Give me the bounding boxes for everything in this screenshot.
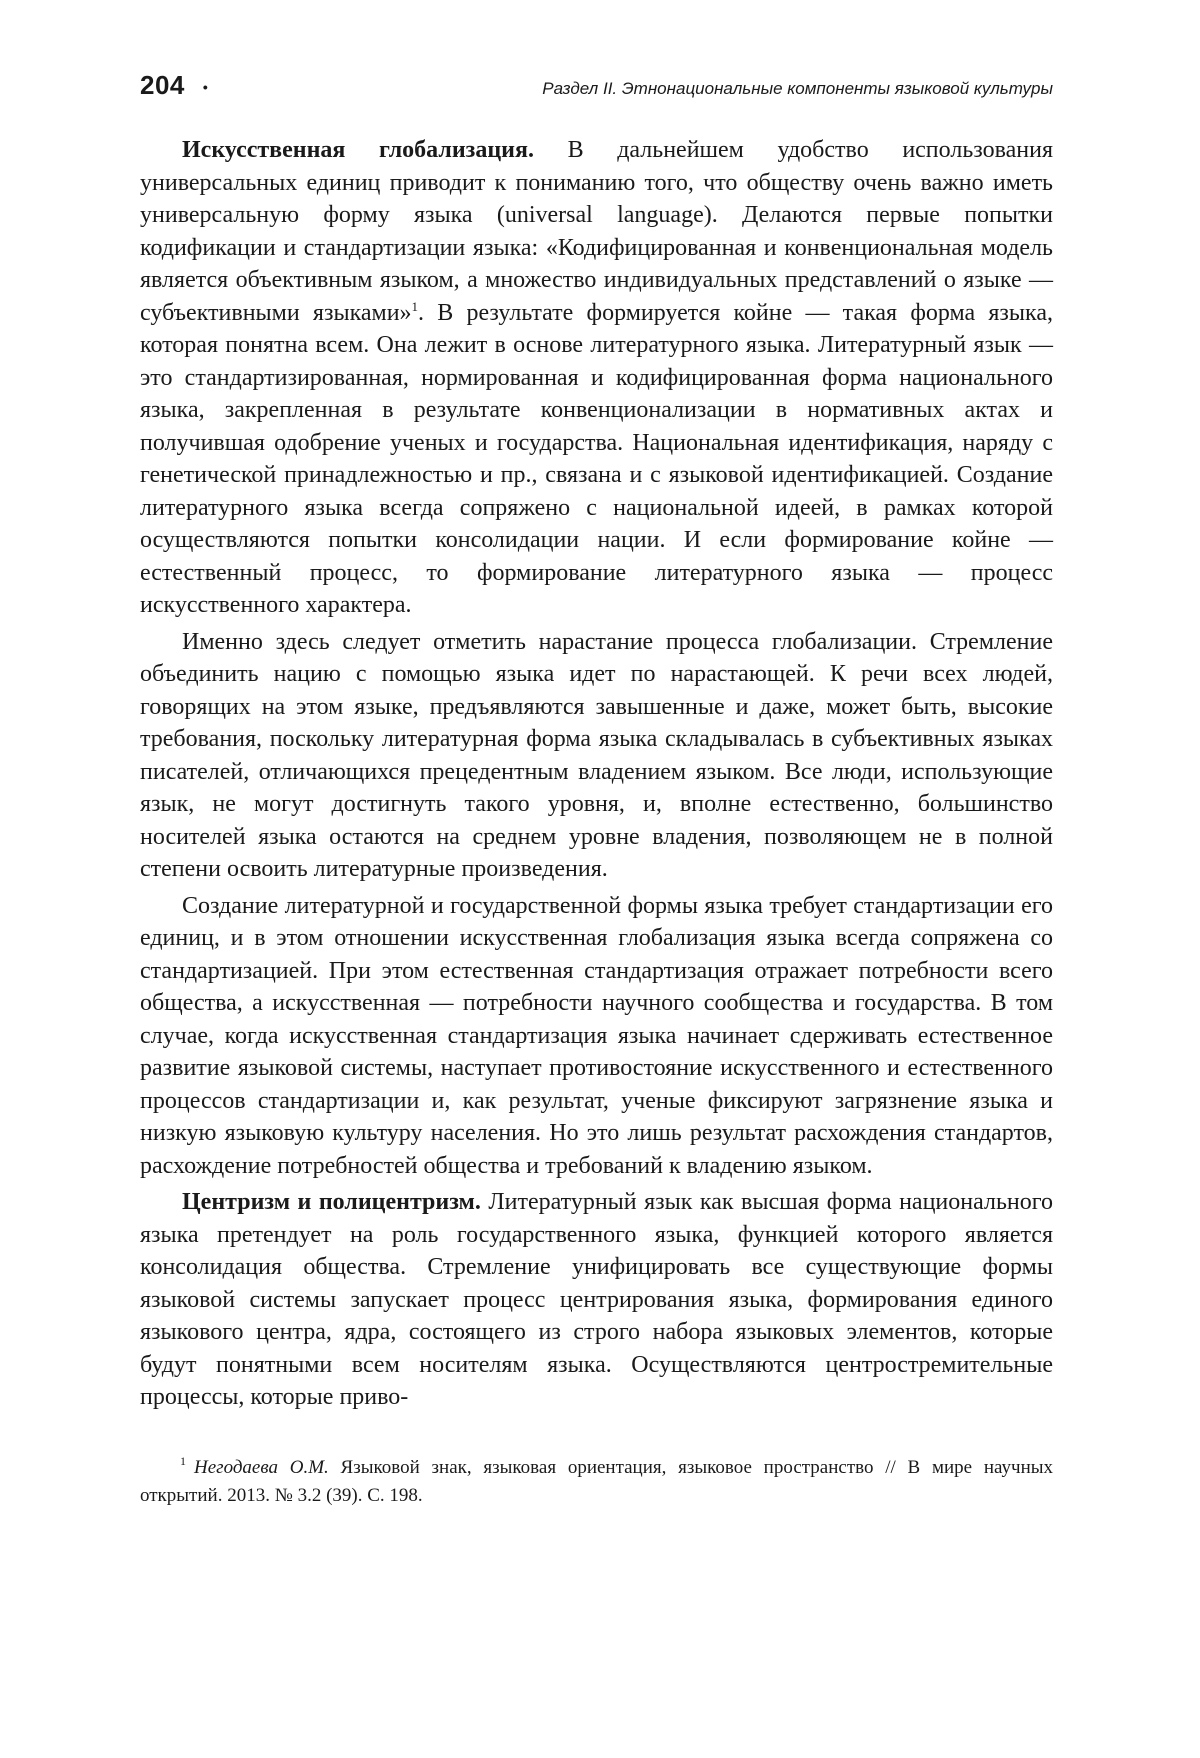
paragraph: [140, 134, 1053, 622]
section-title: Раздел II. Этнонациональные компоненты языковой культуры: [542, 79, 1053, 98]
paragraph-text: В дальнейшем удобство использования универсальных единиц приводит к пониманию того, что обществу очень важно иметь универсальную форму языка (universal language). Делаются первые попытки кодификации и стандартизации языка: «Кодифицированная и конвенциональная модель является объективным языком, а множество индивидуальных представлений о языке — субъективными языками»: [140, 137, 1053, 326]
footnote-text: Языковой знак, языковая ориентация, языковое пространство // В мире научных открытий. 2013. № 3.2 (39). С. 198.: [140, 1456, 1054, 1506]
paragraph: [140, 890, 1053, 1183]
page-number: [140, 70, 208, 101]
paragraph-tail: . В результате формируется койне — такая форма языка, которая понятна всем. Она лежит в основе литературного языка. Литературный язык — это стандартизированная, нормированная и кодифицированная форма национального языка, закрепленная в результате конвенционализации в нормативных актах и получившая одобрение ученых и государства. Национальная идентификация, наряду с генетической принадлежностью и пр., связана и с языковой идентификацией. Создание литературного языка всегда сопряжено с национальной идеей, в рамках которой осуществляются попытки консолидации нации. И если формирование койне — естественный процесс, то формирование литературного языка — процесс искусственного характера.: [140, 299, 1053, 618]
paragraph-text: Литературный язык как высшая форма национального языка претендует на роль государственного языка, функцией которого является консолидация общества. Стремление унифицировать все существующие формы языковой системы запускает процесс центрирования языка, формирования единого языкового центра, ядра, состоящего из строго набора языковых элементов, которые будут понятными всем носителям языка. Осуществляются центростремительные процессы, которые приво-: [140, 1189, 1053, 1410]
paragraph: [140, 626, 1053, 886]
running-head: [140, 70, 1053, 110]
footnote-reference[interactable]: 1: [411, 298, 419, 314]
page-number-text: 204: [140, 70, 185, 100]
document-page: [140, 70, 1053, 1510]
body-text: [140, 134, 1053, 1414]
bullet-marker-icon: •: [202, 79, 209, 96]
run-in-heading: Центризм и полицентризм.: [182, 1189, 481, 1215]
footnote-author: Негодаева О.М.: [194, 1456, 329, 1478]
paragraph-text: Создание литературной и государственной формы языка требует стандартизации его единиц, и в этом отношении искусственная глобализация языка всегда сопряжена со стандартизацией. При этом естественная стандартизация отражает потребности всего общества, а искусственная — потребности научного сообщества и государства. В том случае, когда искусственная стандартизация языка начинает сдерживать естественное развитие языковой системы, наступает противостояние искусственного и естественного процессов стандартизации и, как результат, ученые фиксируют загрязнение языка и низкую языковую культуру населения. Но это лишь результат расхождения стандартов, расхождение потребностей общества и требований к владению языком.: [140, 892, 1053, 1179]
paragraph-text: Именно здесь следует отметить нарастание процесса глобализации. Стремление объединить нацию с помощью языка идет по нарастающей. К речи всех людей, говорящих на этом языке, предъявляются завышенные и даже, может быть, высокие требования, поскольку литературная форма языка складывалась в субъективных языках писателей, отличающихся прецедентным владением языком. Все люди, использующие язык, не могут достигнуть такого уровня, и, вполне естественно, большинство носителей языка остаются на среднем уровне владения, позволяющем не в полной степени освоить литературные произведения.: [140, 628, 1053, 882]
run-in-heading: Искусственная глобализация.: [182, 137, 534, 163]
footnotes: [140, 1454, 1053, 1510]
paragraph: [140, 1186, 1053, 1414]
footnote-number: 1: [180, 1454, 186, 1469]
